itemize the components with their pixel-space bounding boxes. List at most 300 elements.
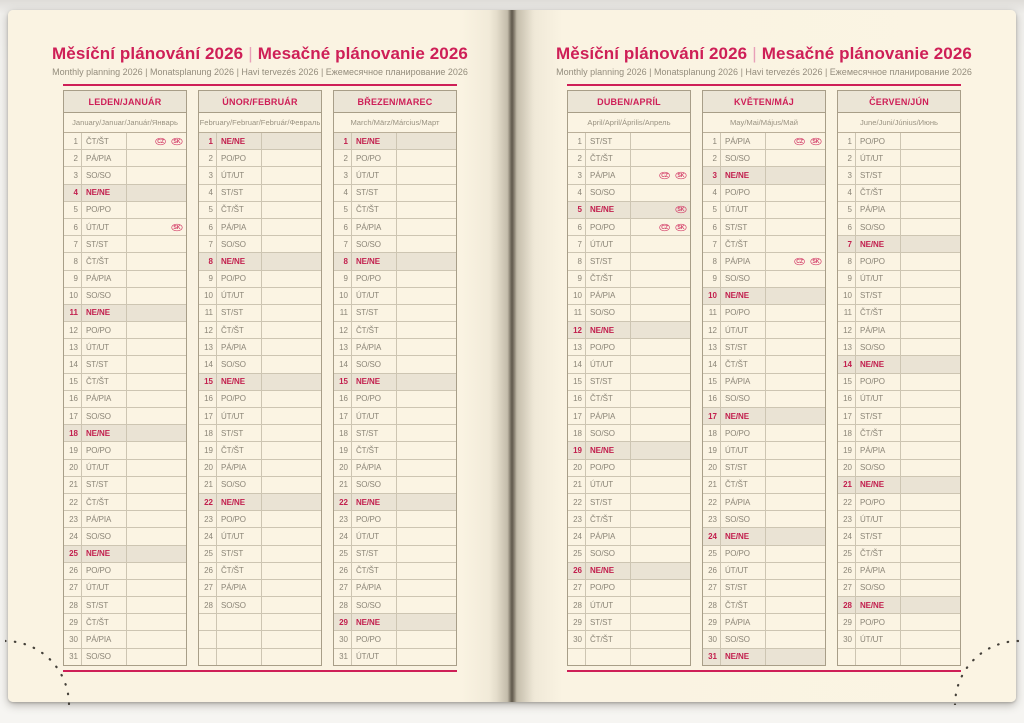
day-row [568,580,690,597]
weekday-abbr: NE/NE [217,374,262,390]
weekday-abbr: ST/ST [217,425,262,441]
weekday-abbr: ČT/ŠT [586,511,631,527]
weekday-abbr: ÚT/UT [586,597,631,613]
weekday-abbr: PO/PO [856,253,901,269]
day-row [199,425,321,442]
notes-cell [766,546,825,562]
sunday-row [838,356,960,373]
weekday-abbr: ST/ST [82,356,127,372]
notes-cell [901,356,960,372]
weekday-abbr: ST/ST [586,374,631,390]
weekday-abbr: ÚT/UT [352,167,397,183]
day-number: 2 [64,150,82,166]
day-row [703,236,825,253]
day-number: 21 [568,477,586,493]
weekday-abbr: PÁ/PIA [586,167,631,183]
weekday-abbr: NE/NE [721,649,766,665]
weekday-abbr: PÁ/PIA [217,460,262,476]
notes-cell [397,442,456,458]
day-number: 8 [64,253,82,269]
day-row [703,374,825,391]
day-row [64,477,186,494]
weekday-abbr: PO/PO [217,511,262,527]
day-number: 12 [703,322,721,338]
day-row [334,167,456,184]
notes-cell [262,202,321,218]
notes-cell [631,460,690,476]
notes-cell [901,271,960,287]
weekday-abbr: ČT/ŠT [82,374,127,390]
day-row [568,236,690,253]
weekday-abbr: PO/PO [82,322,127,338]
weekday-abbr: ČT/ŠT [217,202,262,218]
notes-cell [262,528,321,544]
weekday-abbr: SO/SO [352,356,397,372]
notes-cell [766,649,825,665]
weekday-abbr: PÁ/PIA [82,271,127,287]
weekday-abbr: ČT/ŠT [721,597,766,613]
weekday-abbr: NE/NE [352,133,397,149]
day-row [64,339,186,356]
day-row [838,150,960,167]
day-row [334,219,456,236]
notes-cell [262,546,321,562]
notes-cell [127,167,186,183]
day-number: 22 [334,494,352,510]
day-row [838,546,960,563]
notes-cell [901,408,960,424]
sunday-row [334,494,456,511]
day-row [334,511,456,528]
weekday-abbr: ÚT/UT [217,528,262,544]
day-row [199,236,321,253]
day-row [568,374,690,391]
month-subtitle: June/Juni/Június/Июнь [838,113,960,133]
notes-cell [127,185,186,201]
notes-cell [766,185,825,201]
notes-cell [901,460,960,476]
day-number: 10 [199,288,217,304]
day-number: 26 [334,563,352,579]
weekday-abbr: PO/PO [856,374,901,390]
day-number: 29 [64,614,82,630]
notes-cell [631,271,690,287]
weekday-abbr: ÚT/UT [586,356,631,372]
day-number: 10 [703,288,721,304]
weekday-abbr: NE/NE [721,288,766,304]
weekday-abbr [217,614,262,630]
day-number: 14 [703,356,721,372]
weekday-abbr: PÁ/PIA [352,460,397,476]
notes-cell [397,253,456,269]
day-row [568,511,690,528]
weekday-abbr: PÁ/PIA [352,219,397,235]
weekday-abbr: NE/NE [721,528,766,544]
day-number: 27 [199,580,217,596]
page-title [8,44,512,64]
day-number: 25 [334,546,352,562]
notes-cell [631,391,690,407]
day-row [703,202,825,219]
day-number: 24 [703,528,721,544]
day-row [64,460,186,477]
day-number: 22 [64,494,82,510]
weekday-abbr: PO/PO [82,202,127,218]
notes-cell [631,597,690,613]
day-number: 29 [568,614,586,630]
weekday-abbr: SO/SO [586,305,631,321]
weekday-abbr: ÚT/UT [217,167,262,183]
notes-cell [397,271,456,287]
day-number: 4 [64,185,82,201]
day-number: 9 [703,271,721,287]
day-row [199,546,321,563]
notes-cell [397,356,456,372]
day-number: 8 [568,253,586,269]
notes-cell [631,150,690,166]
notes-cell [901,322,960,338]
notes-cell [397,546,456,562]
weekday-abbr: SO/SO [82,167,127,183]
notes-cell [901,511,960,527]
day-number: 15 [703,374,721,390]
day-row [334,322,456,339]
notes-cell [766,288,825,304]
sk-holiday-badge: SK [812,258,820,265]
notes-cell [397,391,456,407]
day-number: 5 [703,202,721,218]
weekday-abbr: ÚT/UT [352,408,397,424]
day-number: 17 [199,408,217,424]
weekday-abbr: SO/SO [586,546,631,562]
month-name: BŘEZEN/MAREC [334,91,456,113]
weekday-abbr: ČT/ŠT [586,391,631,407]
day-row [703,614,825,631]
weekday-abbr: NE/NE [586,563,631,579]
notes-cell [127,219,186,235]
weekday-abbr: PÁ/PIA [217,339,262,355]
weekday-abbr: ÚT/UT [352,288,397,304]
weekday-abbr: SO/SO [721,150,766,166]
notes-cell [901,425,960,441]
month-table [198,90,322,666]
day-number: 3 [703,167,721,183]
weekday-abbr: SO/SO [856,460,901,476]
cz-holiday-badge: CZ [157,137,165,144]
day-row [64,167,186,184]
notes-cell [397,322,456,338]
notes-cell [262,185,321,201]
day-number: 23 [334,511,352,527]
weekday-abbr: ST/ST [721,460,766,476]
weekday-abbr: NE/NE [217,133,262,149]
notes-cell [397,460,456,476]
weekday-abbr: NE/NE [586,202,631,218]
day-row [64,288,186,305]
day-row [334,391,456,408]
day-row [838,374,960,391]
notes-cell [631,649,690,665]
notes-cell [127,580,186,596]
day-number: 26 [199,563,217,579]
header-rule [567,84,961,86]
day-row [64,271,186,288]
day-row [334,442,456,459]
notes-cell [631,236,690,252]
day-number [838,649,856,665]
notes-cell [631,288,690,304]
day-row [838,425,960,442]
weekday-abbr: NE/NE [82,305,127,321]
weekday-abbr: ÚT/UT [721,322,766,338]
weekday-abbr: PO/PO [721,305,766,321]
day-row [838,202,960,219]
sk-holiday-badge: SK [677,206,685,213]
weekday-abbr: ČT/ŠT [217,563,262,579]
day-number: 8 [334,253,352,269]
sunday-row [199,494,321,511]
weekday-abbr [856,649,901,665]
day-row [64,580,186,597]
weekday-abbr: ČT/ŠT [586,271,631,287]
day-number: 3 [334,167,352,183]
notes-cell [631,580,690,596]
weekday-abbr: SO/SO [721,631,766,647]
weekday-abbr: ÚT/UT [82,460,127,476]
day-row [703,597,825,614]
day-row [334,356,456,373]
day-number: 23 [568,511,586,527]
weekday-abbr [217,631,262,647]
notes-cell [127,339,186,355]
month-name: ÚNOR/FEBRUÁR [199,91,321,113]
weekday-abbr: SO/SO [352,236,397,252]
weekday-abbr: SO/SO [721,391,766,407]
day-row [838,528,960,545]
day-row [64,494,186,511]
day-number: 9 [568,271,586,287]
day-row [64,442,186,459]
day-number: 17 [334,408,352,424]
weekday-abbr: PÁ/PIA [721,494,766,510]
notes-cell [127,477,186,493]
weekday-abbr: ČT/ŠT [352,322,397,338]
day-row [199,339,321,356]
day-number: 15 [838,374,856,390]
day-row [838,253,960,270]
day-number: 2 [568,150,586,166]
day-number: 24 [334,528,352,544]
day-row [64,253,186,270]
notes-cell [766,408,825,424]
day-number: 7 [199,236,217,252]
day-number: 12 [334,322,352,338]
header-rule [63,84,457,86]
day-row [838,614,960,631]
day-row [199,442,321,459]
notes-cell [631,253,690,269]
notes-cell [766,477,825,493]
notes-cell [766,580,825,596]
notes-cell [127,133,186,149]
day-row [703,185,825,202]
weekday-abbr: ÚT/UT [217,288,262,304]
day-number [199,631,217,647]
day-row [334,408,456,425]
sk-holiday-badge: SK [677,223,685,230]
weekday-abbr: ÚT/UT [586,477,631,493]
sunday-row [334,253,456,270]
notes-cell [901,150,960,166]
day-row [334,185,456,202]
day-number: 11 [199,305,217,321]
notes-cell [766,460,825,476]
day-row [838,408,960,425]
sunday-row [568,202,690,219]
notes-cell [631,305,690,321]
title-separator: | [248,44,253,63]
month-columns [63,90,457,666]
weekday-abbr: NE/NE [856,597,901,613]
day-row [334,597,456,614]
day-row [568,477,690,494]
weekday-abbr: SO/SO [586,425,631,441]
empty-row [199,631,321,648]
weekday-abbr: NE/NE [856,477,901,493]
weekday-abbr: PO/PO [586,580,631,596]
weekday-abbr [217,649,262,665]
day-number: 6 [568,219,586,235]
day-row [703,563,825,580]
day-number: 7 [334,236,352,252]
sunday-row [334,133,456,150]
weekday-abbr: ÚT/UT [82,580,127,596]
weekday-abbr: ČT/ŠT [856,185,901,201]
notes-cell [766,202,825,218]
notes-cell [631,614,690,630]
day-number: 23 [703,511,721,527]
day-row [199,167,321,184]
sunday-row [838,597,960,614]
notes-cell [127,391,186,407]
month-subtitle: April/April/Április/Апрель [568,113,690,133]
day-number: 4 [838,185,856,201]
day-row [703,356,825,373]
day-number: 16 [838,391,856,407]
day-number: 24 [64,528,82,544]
weekday-abbr: PÁ/PIA [721,133,766,149]
weekday-abbr [586,649,631,665]
weekday-abbr: PO/PO [856,494,901,510]
day-row [334,425,456,442]
month-subtitle: February/Februar/Február/Февраль [199,113,321,133]
day-number: 16 [703,391,721,407]
weekday-abbr: SO/SO [721,271,766,287]
day-row [64,597,186,614]
month-name: LEDEN/JANUÁR [64,91,186,113]
day-row [568,185,690,202]
day-number: 6 [838,219,856,235]
day-number: 7 [703,236,721,252]
sunday-row [703,649,825,665]
day-number: 13 [703,339,721,355]
weekday-abbr: ST/ST [82,236,127,252]
day-number: 23 [838,511,856,527]
weekday-abbr: ST/ST [352,425,397,441]
weekday-abbr: ČT/ŠT [352,202,397,218]
day-row [838,133,960,150]
day-number: 15 [199,374,217,390]
notes-cell [766,494,825,510]
notes-cell [766,339,825,355]
notes-cell [127,374,186,390]
day-number: 11 [703,305,721,321]
sunday-row [838,477,960,494]
weekday-abbr: ST/ST [721,219,766,235]
day-row [199,271,321,288]
notes-cell [262,408,321,424]
notes-cell [766,374,825,390]
notes-cell [901,563,960,579]
day-number: 12 [199,322,217,338]
day-row [199,288,321,305]
day-number: 27 [838,580,856,596]
day-number: 21 [838,477,856,493]
weekday-abbr: NE/NE [856,356,901,372]
weekday-abbr: PÁ/PIA [586,288,631,304]
day-number: 2 [838,150,856,166]
notes-cell [397,631,456,647]
weekday-abbr: ČT/ŠT [721,236,766,252]
weekday-abbr: NE/NE [856,236,901,252]
day-row [199,563,321,580]
notes-cell [262,580,321,596]
cz-holiday-badge: CZ [661,223,669,230]
day-row [64,236,186,253]
day-number: 9 [334,271,352,287]
day-number: 1 [199,133,217,149]
day-row [703,546,825,563]
right-page [512,10,1016,702]
day-number: 26 [568,563,586,579]
month-columns [567,90,961,666]
day-number: 7 [64,236,82,252]
day-number: 1 [703,133,721,149]
day-row [838,563,960,580]
notes-cell [127,442,186,458]
day-number: 9 [64,271,82,287]
notes-cell [397,305,456,321]
day-number: 6 [199,219,217,235]
weekday-abbr: PO/PO [721,185,766,201]
day-number: 28 [64,597,82,613]
notes-cell [262,460,321,476]
sunday-row [199,253,321,270]
day-row [568,167,690,184]
weekday-abbr: PÁ/PIA [217,219,262,235]
sunday-row [703,288,825,305]
notes-cell [397,494,456,510]
day-number: 20 [568,460,586,476]
day-row [64,528,186,545]
day-number: 5 [568,202,586,218]
day-row [703,322,825,339]
day-row [334,580,456,597]
notes-cell [127,460,186,476]
weekday-abbr: ČT/ŠT [82,253,127,269]
day-row [838,219,960,236]
notes-cell [631,528,690,544]
